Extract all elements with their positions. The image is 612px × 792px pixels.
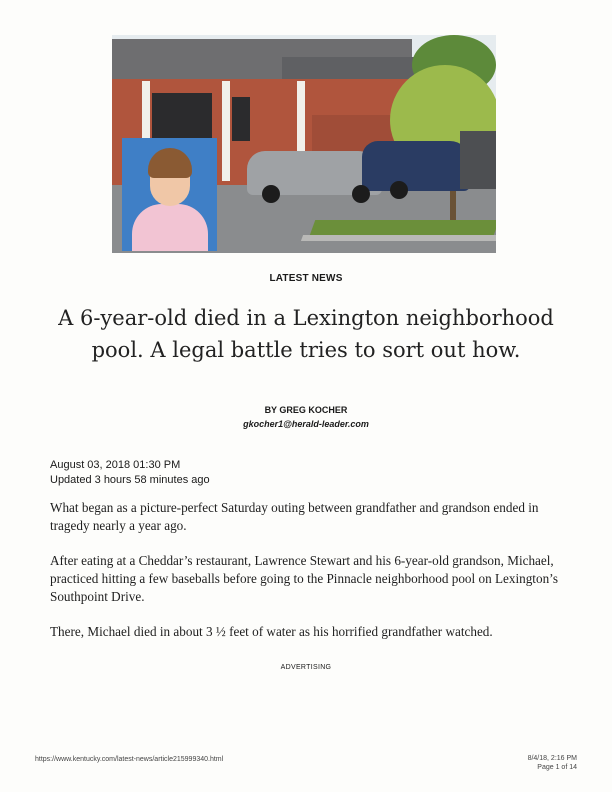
article-body	[50, 499, 565, 658]
byline[interactable]: BY GREG KOCHER	[264, 405, 348, 415]
article-photo	[112, 35, 496, 253]
section-label[interactable]: LATEST NEWS	[269, 273, 343, 284]
page-number: Page 1 of 14	[537, 764, 577, 771]
paragraph: What began as a picture-perfect Saturday outing between grandfather and grandson ended in tragedy nearly a year ago.	[50, 500, 539, 533]
dateline	[50, 458, 210, 488]
publish-date: August 03, 2018 01:30 PM	[50, 459, 181, 471]
paragraph: There, Michael died in about 3 ½ feet of water as his horrified grandfather watched.	[50, 624, 493, 639]
paragraph: After eating at a Cheddar’s restaurant, Lawrence Stewart and his 6-year-old grandson, Michael, practiced hitting a few baseballs before going to the Pinnacle neighborhood pool on Lexington’s Southpoint Drive.	[50, 553, 558, 604]
author-email[interactable]: gkocher1@herald-leader.com	[243, 419, 369, 429]
advertising-label: ADVERTISING	[280, 664, 332, 671]
boy-portrait-inset	[122, 138, 217, 251]
updated-time: Updated 3 hours 58 minutes ago	[50, 474, 210, 486]
headline: A 6-year-old died in a Lexington neighborhood pool. A legal battle tries to sort out how.	[58, 306, 554, 362]
print-footer-url: https://www.kentucky.com/latest-news/article215999340.html	[35, 756, 224, 763]
print-footer-meta	[528, 754, 577, 772]
print-timestamp: 8/4/18, 2:16 PM	[527, 755, 577, 762]
